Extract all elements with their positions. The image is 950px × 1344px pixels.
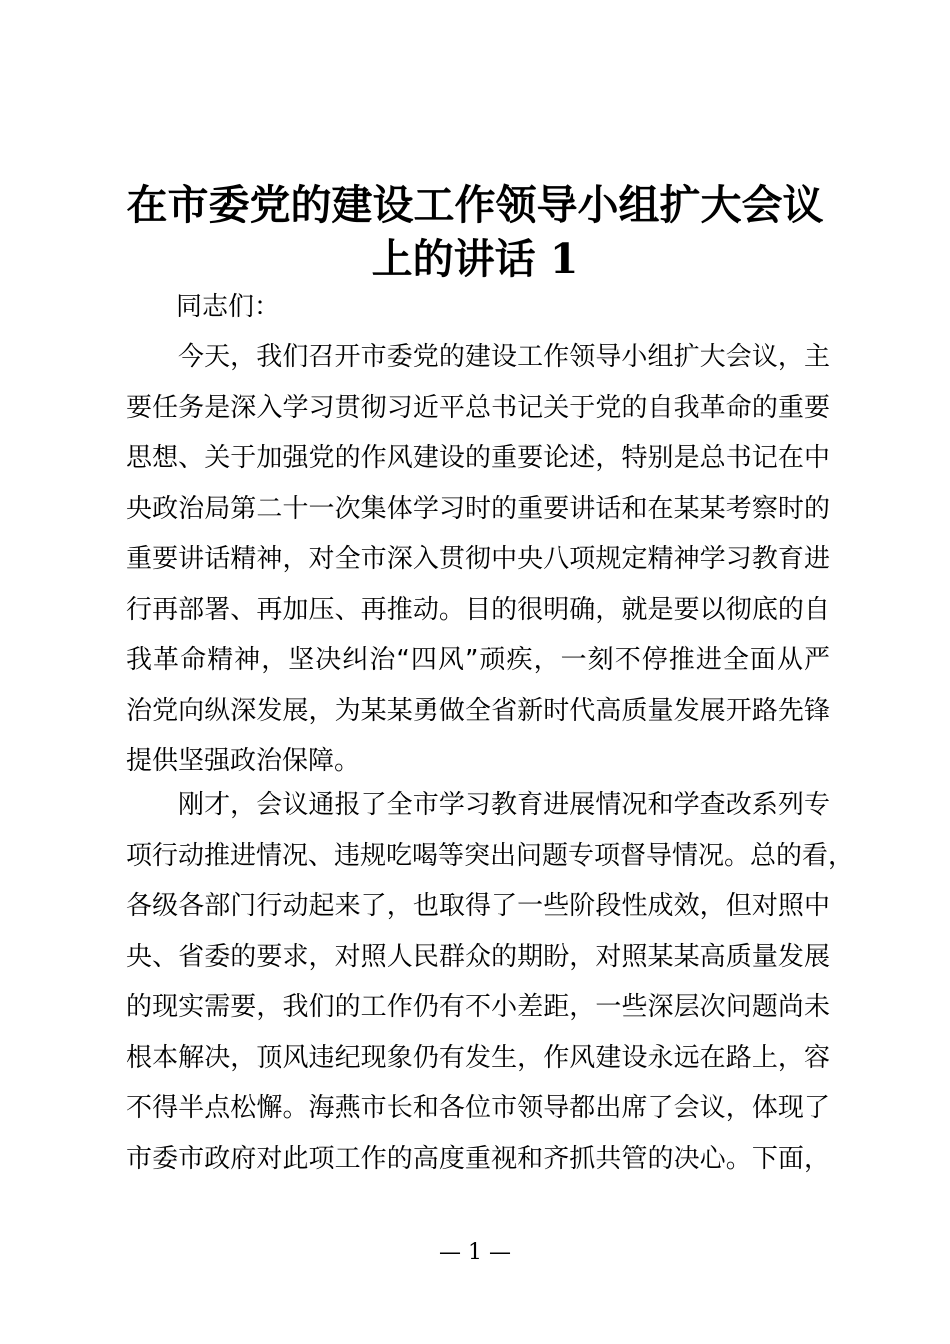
paragraph-line: 刚才，会议通报了全市学习教育进展情况和学查改系列专 — [178, 790, 830, 820]
paragraph-line: 提供坚强政治保障。 — [126, 746, 361, 776]
paragraph-2 — [126, 780, 855, 1184]
paragraph-line: 项行动推进情况、违规吃喝等突出问题专项督导情况。总的看， — [126, 840, 855, 871]
paragraph-line: 根本解决，顶风违纪现象仍有发生，作风建设永远在路上，容 — [126, 1042, 830, 1073]
paragraph-line: 重要讲话精神，对全市深入贯彻中央八项规定精神学习教育进 — [126, 544, 830, 574]
paragraph-line: 央政治局第二十一次集体学习时的重要讲话和在某某考察时的 — [126, 493, 830, 524]
paragraph-line: 的现实需要，我们的工作仍有不小差距，一些深层次问题尚未 — [126, 992, 830, 1022]
paragraph-line: 各级各部门行动起来了，也取得了一些阶段性成效，但对照中 — [126, 891, 830, 921]
paragraph-line: 央、省委的要求，对照人民群众的期盼，对照某某高质量发展 — [126, 941, 830, 972]
document-title — [110, 178, 840, 286]
paragraph-line: 不得半点松懈。海燕市长和各位市领导都出席了会议，体现了 — [126, 1093, 830, 1123]
title-line-2: 上的讲话 1 — [371, 235, 579, 283]
greeting: 同志们： — [176, 292, 281, 322]
title-line-1: 在市委党的建设工作领导小组扩大会议 — [126, 181, 824, 229]
paragraph-line: 治党向纵深发展，为某某勇做全省新时代高质量发展开路先锋 — [126, 695, 830, 726]
paragraph-line: 市委市政府对此项工作的高度重视和齐抓共管的决心。下面， — [126, 1143, 830, 1174]
paragraph-1 — [126, 332, 830, 787]
paragraph-line: 思想、关于加强党的作风建设的重要论述，特别是总书记在中 — [126, 443, 830, 473]
paragraph-line: 要任务是深入学习贯彻习近平总书记关于党的自我革命的重要 — [126, 392, 830, 423]
paragraph-line: 我革命精神，坚决纠治“四风”顽疾，一刻不停推进全面从严 — [126, 645, 830, 675]
page-number: — 1 — — [439, 1240, 511, 1265]
paragraph-line: 今天，我们召开市委党的建设工作领导小组扩大会议，主 — [178, 342, 830, 372]
paragraph-line: 行再部署、再加压、再推动。目的很明确，就是要以彻底的自 — [126, 594, 830, 625]
